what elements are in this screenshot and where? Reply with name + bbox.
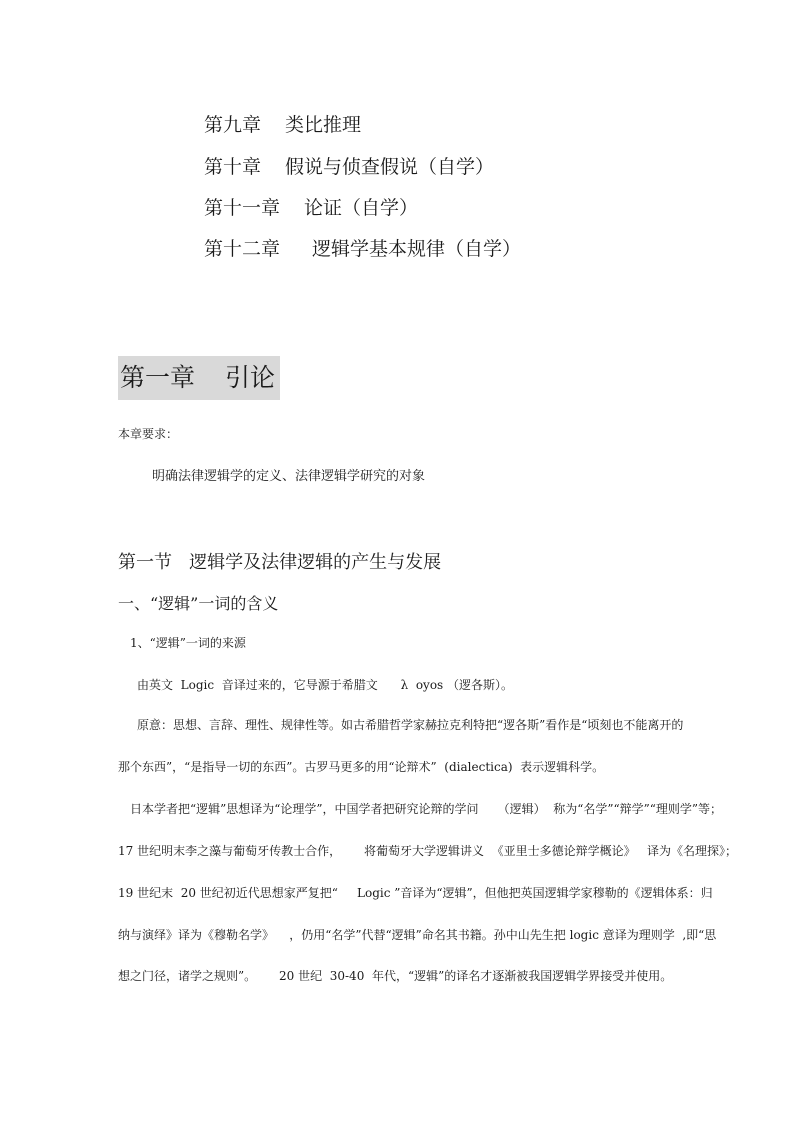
toc-item-title: 类比推理: [285, 114, 362, 136]
section-title: 第一节 逻辑学及法律逻辑的产生与发展: [118, 552, 442, 573]
toc-item[interactable]: [204, 193, 418, 220]
paragraph-line: 由英文 Logic 音译过来的，它导源于希腊文 λ oyos （逻各斯）。: [137, 678, 514, 692]
subsection-title: 一、“逻辑”一词的含义: [118, 594, 279, 613]
paragraph-line: 17 世纪明末李之藻与葡萄牙传教士合作， 将葡萄牙大学逻辑讲义 《亚里士多德论辩学概论》 译为《名理探》；: [118, 844, 738, 858]
requirement-text: 明确法律逻辑学的定义、法律逻辑学研究的对象: [152, 469, 426, 484]
paragraph-line: 原意：思想、言辞、理性、规律性等。如古希腊哲学家赫拉克利特把“逻各斯”看作是“顷刻也不能离开的: [137, 718, 684, 732]
toc-item-title: 逻辑学基本规律（自学）: [312, 238, 522, 260]
paragraph-line: 纳与演绎》译为《穆勒名学》 ，仍用“名学”代替“逻辑”命名其书籍。孙中山先生把 logic 意译为理则学 ,即“思: [118, 928, 717, 942]
chapter-name: 引论: [225, 363, 276, 392]
chapter-heading: [118, 356, 280, 400]
toc-item-number: 第九章: [204, 114, 262, 136]
paragraph-line: 19 世纪末 20 世纪初近代思想家严复把“ Logic ”音译为“逻辑”，但他把英国逻辑学家穆勒的《逻辑体系：归: [118, 886, 713, 900]
paragraph-line: 日本学者把“逻辑”思想译为“论理学”，中国学者把研究论辩的学问 （逻辑） 称为“名学”“辩学”“理则学”等；: [130, 802, 723, 816]
toc-item[interactable]: [204, 110, 361, 137]
toc-item-number: 第十章: [204, 156, 262, 178]
paragraph-line: 想之门径，诸学之规则”。 20 世纪 30-40 年代，“逻辑”的译名才逐渐被我国逻辑学界接受并使用。: [118, 969, 673, 983]
toc-item[interactable]: [204, 152, 494, 179]
toc-item[interactable]: [204, 234, 521, 261]
requirement-label: 本章要求：: [118, 427, 179, 441]
item-title: 1、“逻辑”一词的来源: [130, 636, 246, 650]
toc-item-title: 假说与侦查假说（自学）: [285, 156, 495, 178]
paragraph-line: 那个东西”，“是指导一切的东西”。古罗马更多的用“论辩术” (dialectica) 表示逻辑科学。: [118, 760, 605, 774]
toc-item-title: 论证（自学）: [304, 197, 419, 219]
toc-item-number: 第十一章: [204, 197, 281, 219]
chapter-number: 第一章: [120, 363, 196, 392]
toc-item-number: 第十二章: [204, 238, 281, 260]
